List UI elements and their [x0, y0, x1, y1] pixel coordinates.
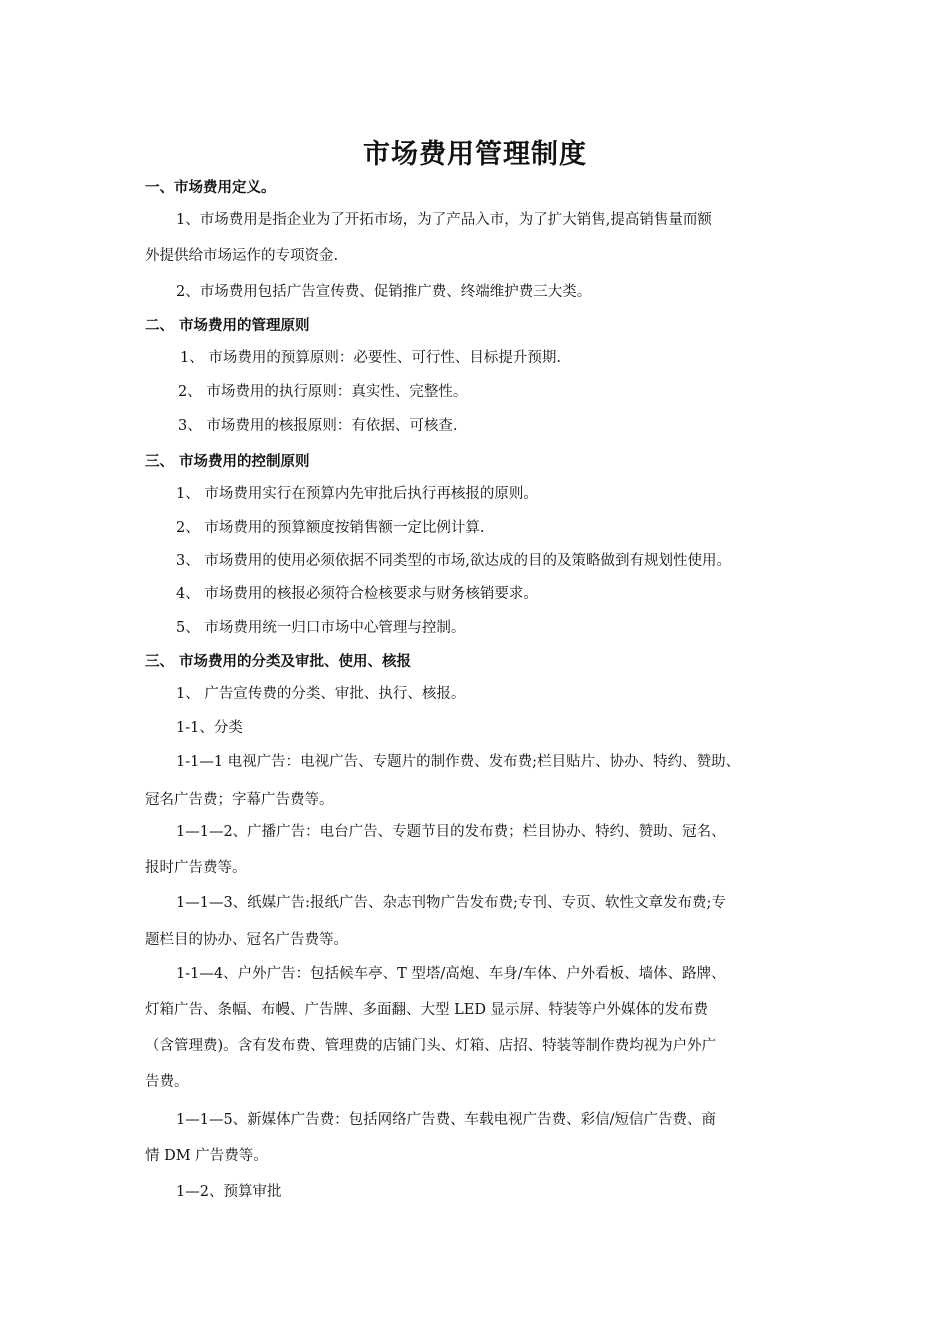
paragraph-line: 情 DM 广告费等。	[145, 1148, 268, 1164]
paragraph-line: 报时广告费等。	[145, 860, 247, 876]
paragraph-line: 外提供给市场运作的专项资金.	[145, 248, 339, 264]
paragraph-line: 1—1—2、广播广告：电台广告、专题节目的发布费；栏目协办、特约、赞助、冠名、	[176, 824, 726, 840]
paragraph-line: 1、市场费用是指企业为了开拓市场，为了产品入市，为了扩大销售,提高销售量而额	[176, 212, 712, 228]
paragraph-line: 1—1—3、纸媒广告:报纸广告、杂志刊物广告发布费;专刊、专页、软性文章发布费;专	[176, 895, 726, 911]
section-heading-2: 二、 市场费用的管理原则	[145, 318, 310, 334]
list-item: 2、 市场费用的执行原则：真实性、完整性。	[178, 384, 468, 400]
list-item: 3、 市场费用的使用必须依据不同类型的市场,欲达成的目的及策略做到有规划性使用。	[176, 553, 731, 569]
list-item: 2、 市场费用的预算额度按销售额一定比例计算.	[176, 520, 485, 536]
list-item: 1、 市场费用的预算原则：必要性、可行性、目标提升预期.	[180, 350, 561, 366]
paragraph-line: 1-1—1 电视广告：电视广告、专题片的制作费、发布费;栏目贴片、协办、特约、赞助、	[176, 754, 741, 770]
section-heading-4: 三、 市场费用的分类及审批、使用、核报	[145, 654, 412, 670]
subsection-label: 1-1、分类	[176, 720, 243, 736]
list-item: 1、 广告宣传费的分类、审批、执行、核报。	[176, 686, 466, 702]
section-heading-3: 三、 市场费用的控制原则	[145, 454, 310, 470]
list-item: 5、 市场费用统一归口市场中心管理与控制。	[176, 620, 466, 636]
paragraph-line: 1—1—5、新媒体广告费：包括网络广告费、车载电视广告费、彩信/短信广告费、商	[176, 1112, 717, 1128]
paragraph-line: （含管理费)。含有发布费、管理费的店铺门头、灯箱、店招、特装等制作费均视为户外广	[145, 1038, 717, 1054]
paragraph-line: 冠名广告费；字幕广告费等。	[145, 792, 334, 808]
subsection-label: 1—2、预算审批	[176, 1184, 282, 1200]
list-item: 4、 市场费用的核报必须符合检核要求与财务核销要求。	[176, 586, 538, 602]
paragraph-line: 题栏目的协办、冠名广告费等。	[145, 932, 348, 948]
paragraph-line: 灯箱广告、条幅、布幔、广告牌、多面翻、大型 LED 显示屏、特装等户外媒体的发布费	[145, 1002, 709, 1018]
section-heading-1: 一、市场费用定义。	[145, 180, 276, 196]
list-item: 1、 市场费用实行在预算内先审批后执行再核报的原则。	[176, 486, 538, 502]
paragraph-line: 2、市场费用包括广告宣传费、促销推广费、终端维护费三大类。	[176, 284, 592, 300]
document-title: 市场费用管理制度	[363, 139, 587, 170]
list-item: 3、 市场费用的核报原则：有依据、可核查.	[178, 418, 458, 434]
paragraph-line: 告费。	[145, 1074, 189, 1090]
paragraph-line: 1-1—4、户外广告：包括候车亭、T 型塔/高炮、车身/车体、户外看板、墙体、路牌、	[176, 966, 726, 982]
